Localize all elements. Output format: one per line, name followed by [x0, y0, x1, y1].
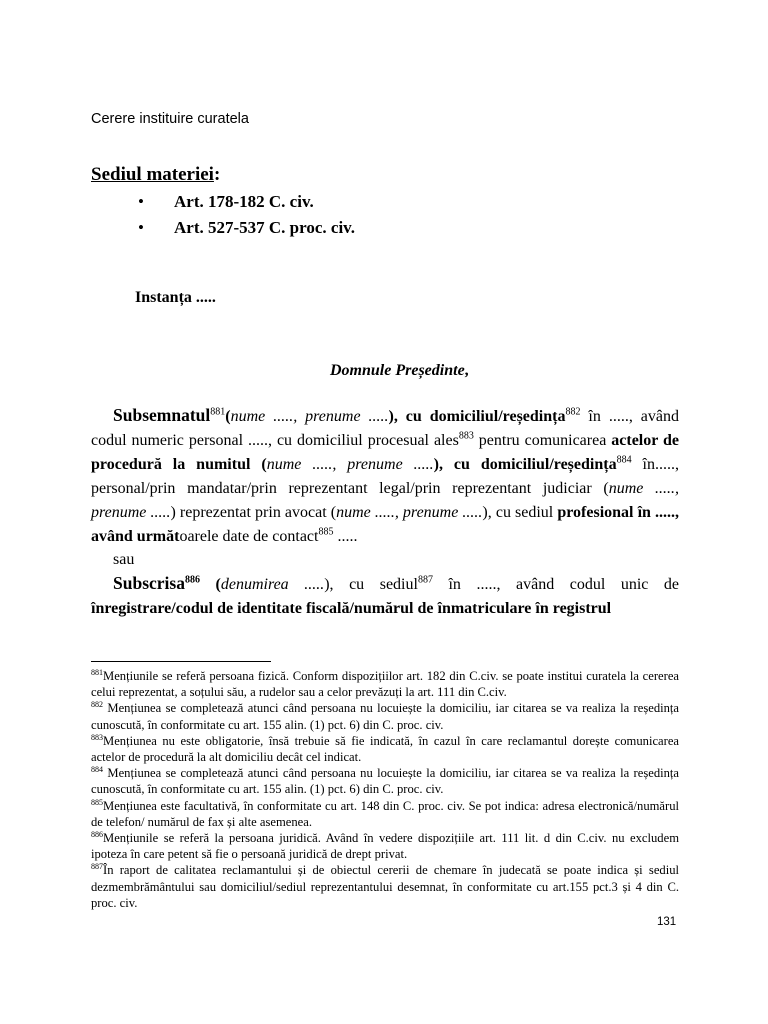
- bold-text: profesional în ....., având următ: [91, 503, 680, 545]
- court-line: Instanța .....: [135, 289, 216, 306]
- salutation-comma: ,: [464, 362, 469, 379]
- body-text: în ....., având codul numeric personal ....., cu domiciliul procesual ales: [91, 408, 679, 449]
- footnote-number: 884: [91, 765, 103, 775]
- footnote-text: Mențiunile se referă persoana fizică. Conform dispozițiilor art. 182 din C.civ. se poate institui curatela la cererea celui reprezentat, a soțului său, a rudelor sau a celor prevăzuți la art. 111 din C.civ.: [91, 669, 679, 700]
- lead-word: Subsemnatul: [113, 405, 211, 425]
- footnote: [91, 862, 679, 911]
- placeholder-name: nume ....., prenume .....: [230, 408, 389, 425]
- footnotes: [91, 668, 679, 911]
- footnote: [91, 733, 679, 765]
- footnote: [91, 700, 679, 732]
- placeholder-name: denumirea .....: [220, 576, 325, 594]
- placeholder-name: nume ....., prenume .....: [266, 455, 434, 473]
- footnote-separator: [91, 661, 271, 662]
- body-text: în ....., având codul unic de: [432, 576, 680, 594]
- footnote-number: 887: [91, 862, 103, 872]
- footnote-number: 883: [91, 732, 103, 742]
- list-item: [138, 217, 355, 243]
- body-text: .....: [333, 527, 358, 545]
- bold-text: ), cu domiciliul/reședința: [433, 455, 617, 473]
- lead-word: Subscrisa: [113, 573, 185, 594]
- bullet-icon: •: [138, 192, 144, 211]
- footnote-text: Mențiunea nu este obligatorie, însă trebuie să fie indicată, în cazul în care reclamantul dorește comunicarea actelor de procedură la alt domiciliu decât cel indicat.: [91, 733, 679, 765]
- footnote-number: 885: [91, 797, 103, 807]
- footnote-text: Mențiunea se completează atunci când persoana nu locuiește la domiciliu, iar citarea se va realiza la reședința cunoscută, în conformitate cu art. 155 alin. (1) pct. 6) din C. proc. civ.: [91, 766, 679, 797]
- petitioner-paragraph: [91, 404, 679, 548]
- footnote-ref[interactable]: 881: [210, 406, 226, 418]
- placeholder-name: nume ....., prenume .....: [336, 503, 483, 521]
- paren: (: [225, 408, 231, 425]
- bold-text: înregistrare/codul de identitate fiscală/numărul de înmatriculare în registrul: [91, 600, 612, 618]
- company-paragraph: [91, 572, 679, 621]
- footnote-number: 881: [91, 667, 103, 677]
- article-reference: Art. 178-182 C. civ.: [174, 192, 314, 211]
- sediul-colon: :: [213, 164, 221, 185]
- alternative-separator: sau: [113, 551, 135, 569]
- body-text: ) reprezentat prin avocat (: [170, 503, 337, 521]
- footnote-ref[interactable]: 886: [184, 575, 200, 587]
- salutation-text: Domnule Președinte: [330, 362, 465, 379]
- placeholder-name: nume ....., prenume .....: [91, 479, 680, 521]
- footnote: [91, 798, 679, 830]
- body-text: oarele date de contact: [179, 527, 319, 545]
- footnote-ref[interactable]: 883: [458, 430, 474, 442]
- footnote-text: În raport de calitatea reclamantului și de obiectul cererii de chemare în judecată se poate indica și sediul dezmembrământului sau domiciliul/sediul reprezentantului desemnat, în conformitate cu art.155 pct.3 și 4 din C. proc. civ.: [91, 863, 679, 910]
- body-text: în....., personal/prin mandatar/prin reprezentant legal/prin reprezentant judiciar (: [91, 455, 679, 497]
- body-text: pentru comunicarea: [473, 431, 612, 449]
- footnote: [91, 765, 679, 797]
- page-number: 131: [657, 916, 677, 928]
- footnote-ref[interactable]: 885: [318, 526, 334, 538]
- legal-references-list: [138, 191, 355, 243]
- article-reference: Art. 527-537 C. proc. civ.: [174, 218, 355, 237]
- bold-text: (: [199, 576, 221, 594]
- footnote-text: Mențiunea se completează atunci când persoana nu locuiește la domiciliu, iar citarea se va realiza la reședința cunoscută, în conformitate cu art. 155 alin. (1) pct. 6) din C. proc. civ.: [91, 701, 679, 732]
- footnote-ref[interactable]: 882: [565, 406, 581, 418]
- petition-body: [91, 404, 679, 621]
- document-title: Cerere instituire curatela: [91, 111, 249, 127]
- list-item: [138, 191, 355, 217]
- bold-text: ), cu domiciliul/reședința: [388, 408, 566, 425]
- footnote-text: Mențiunea este facultativă, în conformitate cu art. 148 din C. proc. civ. Se pot indica: adresa electronică/numărul de telefon/ numărul de fax și alte asemenea.: [91, 798, 679, 829]
- bold-text: actelor de procedură la numitul (: [91, 431, 679, 473]
- footnote-ref[interactable]: 884: [616, 454, 632, 466]
- footnote: [91, 830, 679, 862]
- footnote-number: 886: [91, 829, 103, 839]
- footnote-text: Mențiunile se referă la persoana juridică. Având în vedere dispozițiile art. 111 lit. d din C.civ. nu excludem ipoteza în care petent să fie o persoană juridică de drept privat.: [91, 831, 679, 862]
- footnote-ref[interactable]: 887: [417, 575, 433, 587]
- sediul-label: Sediul materiei: [91, 164, 214, 185]
- sediul-materiei-heading: [91, 164, 220, 186]
- footnote: [91, 668, 679, 700]
- bullet-icon: •: [138, 218, 144, 237]
- salutation: [330, 362, 469, 380]
- body-text: ), cu sediul: [482, 503, 558, 521]
- body-text: ), cu sediul: [324, 576, 418, 594]
- footnote-number: 882: [91, 700, 103, 710]
